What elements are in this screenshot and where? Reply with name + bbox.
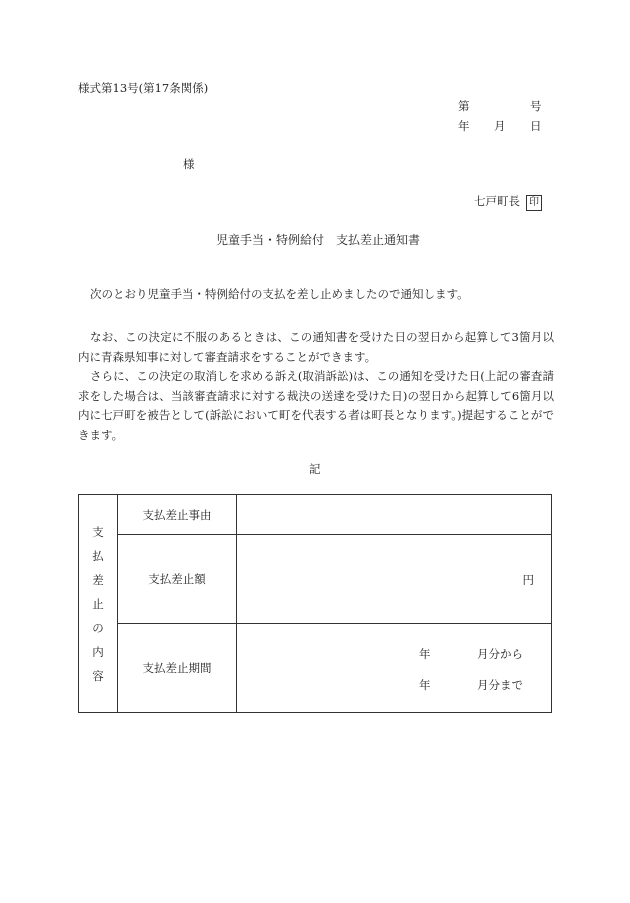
vertical-header-char: 止 xyxy=(92,596,104,611)
suspension-details-table xyxy=(78,494,552,713)
reason-value-field[interactable] xyxy=(237,495,552,535)
reason-label: 支払差止事由 xyxy=(118,495,237,535)
vertical-header-char: 内 xyxy=(92,644,104,659)
period-start-year: 年 xyxy=(419,647,431,661)
date-year: 年 xyxy=(458,119,470,133)
ki-heading: 記 xyxy=(309,462,321,476)
amount-label: 支払差止額 xyxy=(118,535,237,624)
date-day: 日 xyxy=(530,119,542,133)
issuer-name: 七戸町長 xyxy=(474,194,520,208)
seal-mark: 印 xyxy=(526,195,542,211)
period-start-month: 月分から xyxy=(477,647,523,661)
vertical-header-char: の xyxy=(92,620,104,635)
period-end-year: 年 xyxy=(419,678,431,692)
intro-paragraph: 次のとおり児童手当・特例給付の支払を差し止めましたので通知します。 xyxy=(90,287,469,301)
issuer xyxy=(474,193,542,211)
vertical-header-char: 差 xyxy=(92,572,104,587)
date-month: 月 xyxy=(494,119,506,133)
period-label: 支払差止期間 xyxy=(118,624,237,713)
appeal-paragraph: なお、この決定に不服のあるときは、この通知書を受けた日の翌日から起算して3箇月以内に青森県知事に対して審査請求をすることができます。 xyxy=(78,330,554,364)
vertical-header-char: 支 xyxy=(92,524,104,539)
period-end-month: 月分まで xyxy=(477,678,523,692)
lawsuit-paragraph: さらに、この決定の取消しを求める訴え(取消訴訟)は、この通知を受けた日(上記の審査請求をした場合は、当該審査請求に対する裁決の送達を受けた日)の翌日から起算して6箇月以内に七戸町を被告として(訴訟において町を代表する者は町長となります。)提起することができます。 xyxy=(78,369,554,442)
period-value-field[interactable] xyxy=(237,624,552,713)
form-number: 様式第13号(第17条関係) xyxy=(78,81,209,95)
addressee-honorific: 様 xyxy=(183,157,195,171)
doc-number-suffix: 号 xyxy=(530,99,542,113)
vertical-header-char: 容 xyxy=(92,668,104,683)
doc-number-prefix: 第 xyxy=(458,99,470,113)
vertical-header xyxy=(79,495,118,713)
vertical-header-char: 払 xyxy=(92,548,104,563)
document-title: 児童手当・特例給付 支払差止通知書 xyxy=(216,233,421,247)
amount-unit: 円 xyxy=(522,573,534,587)
amount-value-field[interactable] xyxy=(237,535,552,624)
